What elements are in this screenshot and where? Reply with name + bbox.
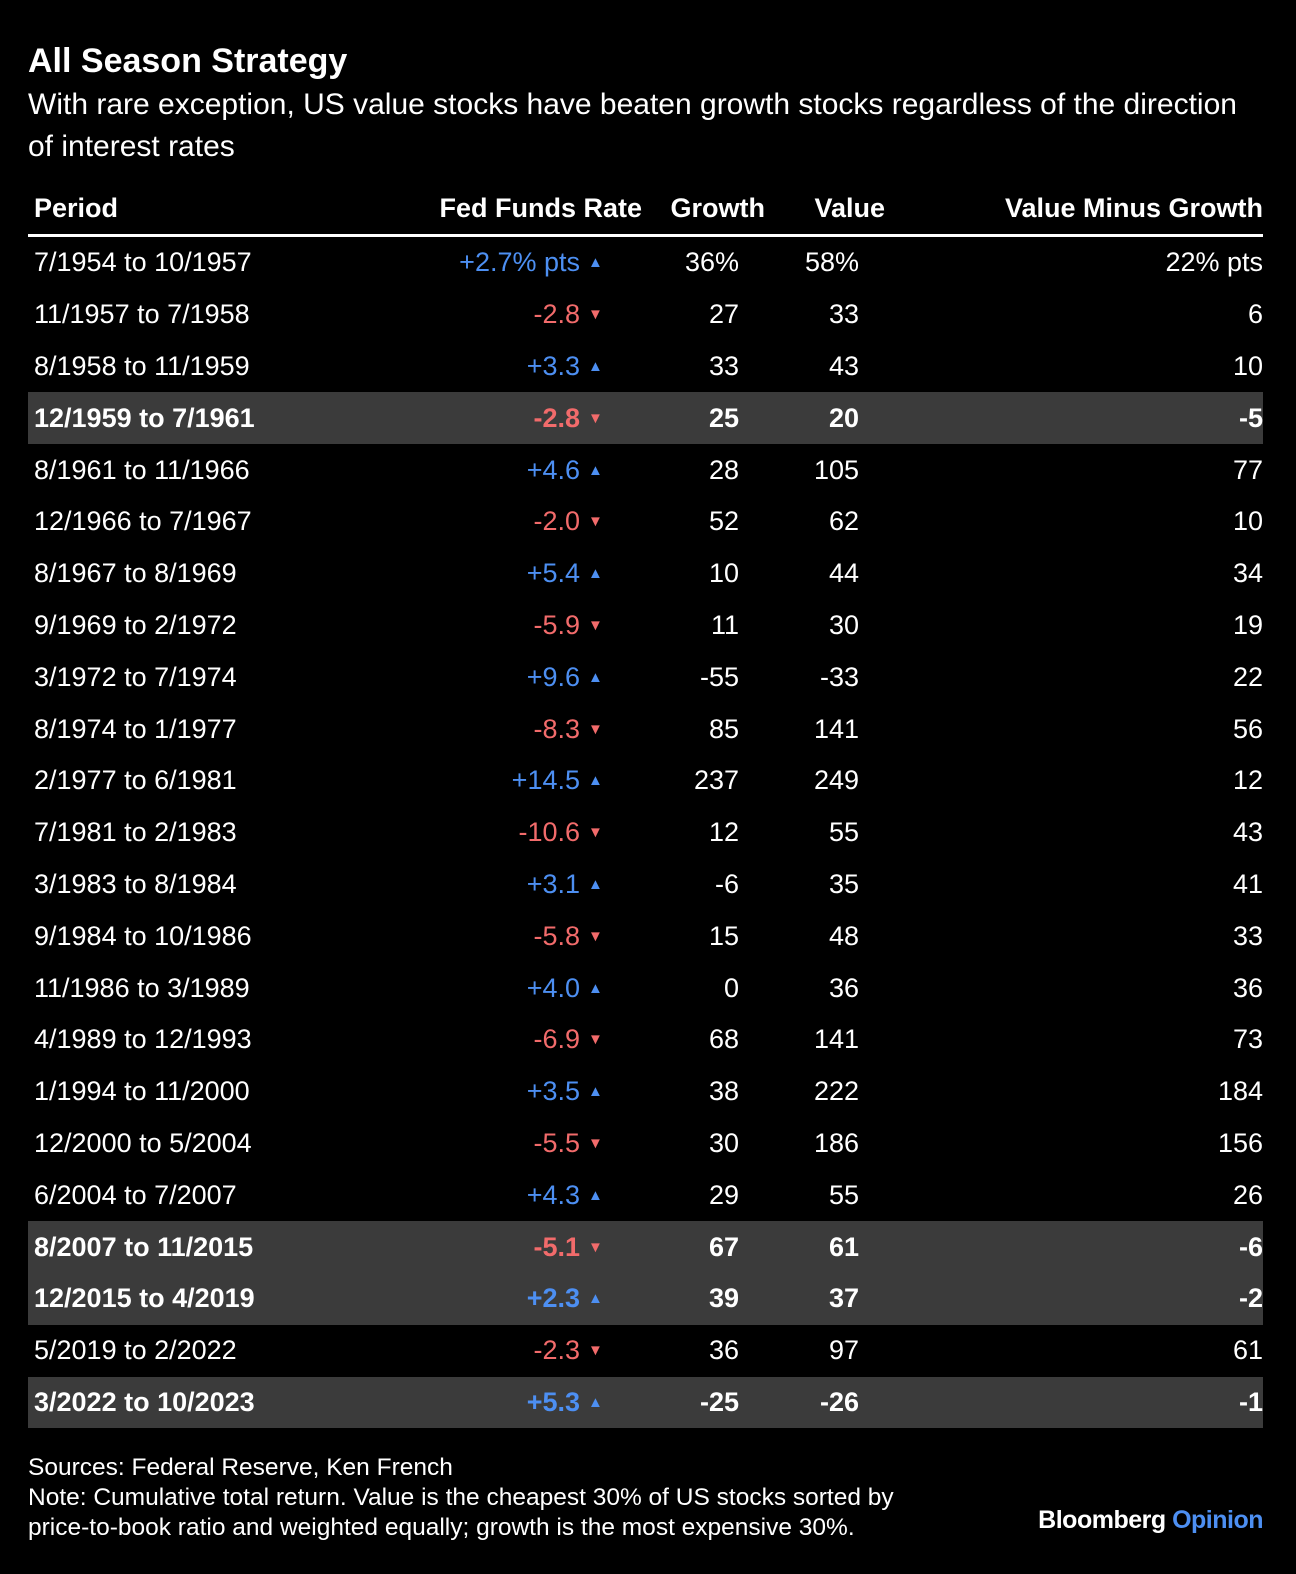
growth-cell: 38 <box>708 1076 740 1107</box>
table-row <box>28 548 1263 600</box>
table-row <box>28 1014 1263 1066</box>
note-text-line-1: Note: Cumulative total return. Value is the cheapest 30% of US stocks sorted by <box>28 1484 894 1511</box>
period-cell: 11/1957 to 7/1958 <box>34 299 250 330</box>
growth-cell: 0 <box>723 972 740 1003</box>
table-header-row <box>28 182 1263 236</box>
fed-funds-rate-cell: -2.8 <box>358 392 580 444</box>
fed-funds-rate-cell: +4.6 <box>526 454 580 485</box>
header-period: Period <box>28 182 358 236</box>
value-minus-growth-cell: 26 <box>1232 1179 1264 1210</box>
arrow-down-icon: ▼ <box>588 513 603 531</box>
period-cell: 5/2019 to 2/2022 <box>34 1335 237 1366</box>
value-minus-growth-cell: -6 <box>885 1221 1263 1273</box>
growth-cell: 39 <box>650 1273 765 1325</box>
value-cell: 36 <box>828 972 860 1003</box>
arrow-up-icon: ▲ <box>588 357 603 375</box>
growth-cell: 85 <box>708 713 740 744</box>
table-row <box>28 962 1263 1014</box>
value-minus-growth-cell: -5 <box>885 392 1263 444</box>
value-cell: 249 <box>813 765 860 796</box>
value-minus-growth-cell: -1 <box>885 1377 1263 1429</box>
fed-funds-rate-cell: +4.3 <box>526 1179 580 1210</box>
note-text-line-2: price-to-book ratio and weighted equally; growth is the most expensive 30%. <box>28 1514 855 1541</box>
growth-cell: 10 <box>708 558 740 589</box>
growth-cell: -6 <box>715 868 740 899</box>
fed-funds-rate-cell: +4.0 <box>526 972 580 1003</box>
table-row <box>28 1169 1263 1221</box>
value-minus-growth-cell: 61 <box>1232 1335 1264 1366</box>
arrow-down-icon: ▼ <box>588 824 603 842</box>
fed-funds-rate-cell: -2.0 <box>533 506 580 537</box>
value-minus-growth-cell: 22 <box>1232 661 1264 692</box>
period-cell: 1/1994 to 11/2000 <box>34 1076 250 1107</box>
value-minus-growth-cell: 6 <box>1247 299 1264 330</box>
sources-text: Sources: Federal Reserve, Ken French <box>28 1454 453 1481</box>
growth-cell: 25 <box>650 392 765 444</box>
period-cell: 3/1972 to 7/1974 <box>34 661 237 692</box>
arrow-down-icon: ▼ <box>588 720 603 738</box>
fed-funds-rate-cell: +14.5 <box>511 765 580 796</box>
fed-funds-rate-cell: +2.7% pts <box>459 247 580 278</box>
value-minus-growth-cell: 184 <box>1217 1076 1264 1107</box>
table-row <box>28 1377 1263 1429</box>
arrow-up-icon: ▲ <box>588 1186 603 1204</box>
period-cell: 11/1986 to 3/1989 <box>34 972 250 1003</box>
table-row <box>28 1325 1263 1377</box>
period-cell: 3/1983 to 8/1984 <box>34 868 237 899</box>
value-cell: 55 <box>828 817 860 848</box>
value-minus-growth-cell: 73 <box>1232 1024 1264 1055</box>
arrow-up-icon: ▲ <box>588 875 603 893</box>
table-row <box>28 755 1263 807</box>
value-cell: 58% <box>804 247 860 278</box>
table-row <box>28 236 1263 289</box>
arrow-up-icon: ▲ <box>588 668 603 686</box>
fed-funds-rate-cell: -6.9 <box>533 1024 580 1055</box>
table-row <box>28 807 1263 859</box>
arrow-up-icon: ▲ <box>588 772 603 790</box>
value-minus-growth-cell: -2 <box>885 1273 1263 1325</box>
header-fed-funds-rate: Fed Funds Rate <box>358 182 650 236</box>
arrow-up-icon: ▲ <box>588 565 603 583</box>
period-cell: 8/2007 to 11/2015 <box>28 1221 358 1273</box>
period-cell: 7/1954 to 10/1957 <box>34 247 252 278</box>
arrow-down-icon: ▼ <box>580 392 650 444</box>
period-cell: 8/1961 to 11/1966 <box>34 454 250 485</box>
fed-funds-rate-cell: -5.5 <box>533 1127 580 1158</box>
table-row <box>28 1273 1263 1325</box>
table-row <box>28 1066 1263 1118</box>
arrow-up-icon: ▲ <box>580 1377 650 1429</box>
value-cell: 55 <box>828 1179 860 1210</box>
period-cell: 8/1967 to 8/1969 <box>34 558 237 589</box>
growth-cell: 15 <box>708 920 740 951</box>
table-row <box>28 703 1263 755</box>
value-cell: 186 <box>813 1127 860 1158</box>
arrow-up-icon: ▲ <box>588 254 603 272</box>
value-cell: 37 <box>765 1273 885 1325</box>
period-cell: 12/1966 to 7/1967 <box>34 506 252 537</box>
brand-section: Opinion <box>1172 1506 1263 1534</box>
table-row <box>28 289 1263 341</box>
header-value: Value <box>765 182 885 236</box>
header-growth: Growth <box>650 182 765 236</box>
value-minus-growth-cell: 34 <box>1232 558 1264 589</box>
arrow-up-icon: ▲ <box>580 1273 650 1325</box>
growth-cell: 12 <box>708 817 740 848</box>
value-cell: 61 <box>765 1221 885 1273</box>
value-cell: 35 <box>828 868 860 899</box>
growth-cell: 27 <box>708 299 740 330</box>
period-cell: 4/1989 to 12/1993 <box>34 1024 252 1055</box>
growth-cell: 52 <box>708 506 740 537</box>
period-cell: 8/1958 to 11/1959 <box>34 350 250 381</box>
value-cell: 44 <box>828 558 860 589</box>
period-cell: 12/2000 to 5/2004 <box>34 1127 252 1158</box>
arrow-up-icon: ▲ <box>588 461 603 479</box>
arrow-down-icon: ▼ <box>588 1342 603 1360</box>
value-cell: 20 <box>765 392 885 444</box>
value-cell: -26 <box>765 1377 885 1429</box>
arrow-up-icon: ▲ <box>588 979 603 997</box>
value-minus-growth-cell: 10 <box>1232 350 1264 381</box>
value-cell: 105 <box>813 454 860 485</box>
value-cell: 33 <box>828 299 860 330</box>
period-cell: 8/1974 to 1/1977 <box>34 713 237 744</box>
period-cell: 6/2004 to 7/2007 <box>34 1179 237 1210</box>
arrow-down-icon: ▼ <box>588 306 603 324</box>
value-minus-growth-cell: 22% pts <box>1165 247 1264 278</box>
fed-funds-rate-cell: +2.3 <box>358 1273 580 1325</box>
returns-table <box>28 182 1263 1428</box>
table-row <box>28 444 1263 496</box>
growth-cell: 11 <box>710 609 740 640</box>
fed-funds-rate-cell: +3.3 <box>526 350 580 381</box>
period-cell: 12/1959 to 7/1961 <box>28 392 358 444</box>
value-minus-growth-cell: 77 <box>1232 454 1264 485</box>
header-value-minus-growth: Value Minus Growth <box>885 182 1263 236</box>
value-cell: 48 <box>828 920 860 951</box>
growth-cell: 237 <box>693 765 740 796</box>
bloomberg-opinion-logo <box>1038 1506 1263 1535</box>
value-minus-growth-cell: 41 <box>1232 868 1264 899</box>
arrow-down-icon: ▼ <box>588 1134 603 1152</box>
growth-cell: 30 <box>708 1127 740 1158</box>
fed-funds-rate-cell: +5.4 <box>526 558 580 589</box>
table-row <box>28 392 1263 444</box>
value-minus-growth-cell: 36 <box>1232 972 1264 1003</box>
period-cell: 7/1981 to 2/1983 <box>34 817 237 848</box>
value-minus-growth-cell: 156 <box>1217 1127 1264 1158</box>
table-row <box>28 496 1263 548</box>
value-cell: 30 <box>828 609 860 640</box>
arrow-down-icon: ▼ <box>588 927 603 945</box>
value-minus-growth-cell: 19 <box>1232 609 1264 640</box>
growth-cell: 28 <box>708 454 740 485</box>
table-row <box>28 651 1263 703</box>
table-row <box>28 1221 1263 1273</box>
growth-cell: 29 <box>708 1179 740 1210</box>
period-cell: 9/1969 to 2/1972 <box>34 609 237 640</box>
fed-funds-rate-cell: -2.3 <box>533 1335 580 1366</box>
growth-cell: -25 <box>650 1377 765 1429</box>
fed-funds-rate-cell: +3.1 <box>526 868 580 899</box>
period-cell: 2/1977 to 6/1981 <box>34 765 237 796</box>
growth-cell: 33 <box>708 350 740 381</box>
arrow-down-icon: ▼ <box>580 1221 650 1273</box>
fed-funds-rate-cell: -8.3 <box>533 713 580 744</box>
value-minus-growth-cell: 56 <box>1232 713 1264 744</box>
value-cell: 222 <box>813 1076 860 1107</box>
table-row <box>28 910 1263 962</box>
chart-subtitle: With rare exception, US value stocks have beaten growth stocks regardless of the direction of interest rates <box>28 88 1237 163</box>
growth-cell: 68 <box>708 1024 740 1055</box>
arrow-down-icon: ▼ <box>588 616 603 634</box>
value-minus-growth-cell: 43 <box>1232 817 1264 848</box>
growth-cell: 36 <box>708 1335 740 1366</box>
fed-funds-rate-cell: -5.9 <box>533 609 580 640</box>
footer-notes <box>28 1453 1028 1543</box>
value-cell: 141 <box>813 1024 860 1055</box>
arrow-down-icon: ▼ <box>588 1031 603 1049</box>
fed-funds-rate-cell: +5.3 <box>358 1377 580 1429</box>
growth-cell: -55 <box>699 661 740 692</box>
value-cell: 62 <box>828 506 860 537</box>
table-row <box>28 600 1263 652</box>
table-row <box>28 859 1263 911</box>
fed-funds-rate-cell: +9.6 <box>526 661 580 692</box>
value-cell: 43 <box>828 350 860 381</box>
value-cell: -33 <box>819 661 860 692</box>
period-cell: 12/2015 to 4/2019 <box>28 1273 358 1325</box>
fed-funds-rate-cell: -5.1 <box>358 1221 580 1273</box>
value-minus-growth-cell: 10 <box>1232 506 1264 537</box>
fed-funds-rate-cell: -10.6 <box>518 817 580 848</box>
fed-funds-rate-cell: -2.8 <box>533 299 580 330</box>
value-cell: 141 <box>813 713 860 744</box>
table-row <box>28 341 1263 393</box>
table-body <box>28 236 1263 1429</box>
fed-funds-rate-cell: +3.5 <box>526 1076 580 1107</box>
growth-cell: 67 <box>650 1221 765 1273</box>
period-cell: 9/1984 to 10/1986 <box>34 920 252 951</box>
growth-cell: 36% <box>684 247 740 278</box>
value-minus-growth-cell: 33 <box>1232 920 1264 951</box>
chart-title: All Season Strategy <box>28 42 348 80</box>
fed-funds-rate-cell: -5.8 <box>533 920 580 951</box>
value-cell: 97 <box>828 1335 860 1366</box>
value-minus-growth-cell: 12 <box>1232 765 1264 796</box>
period-cell: 3/2022 to 10/2023 <box>28 1377 358 1429</box>
table-row <box>28 1118 1263 1170</box>
brand-name: Bloomberg <box>1038 1506 1166 1534</box>
arrow-up-icon: ▲ <box>588 1083 603 1101</box>
